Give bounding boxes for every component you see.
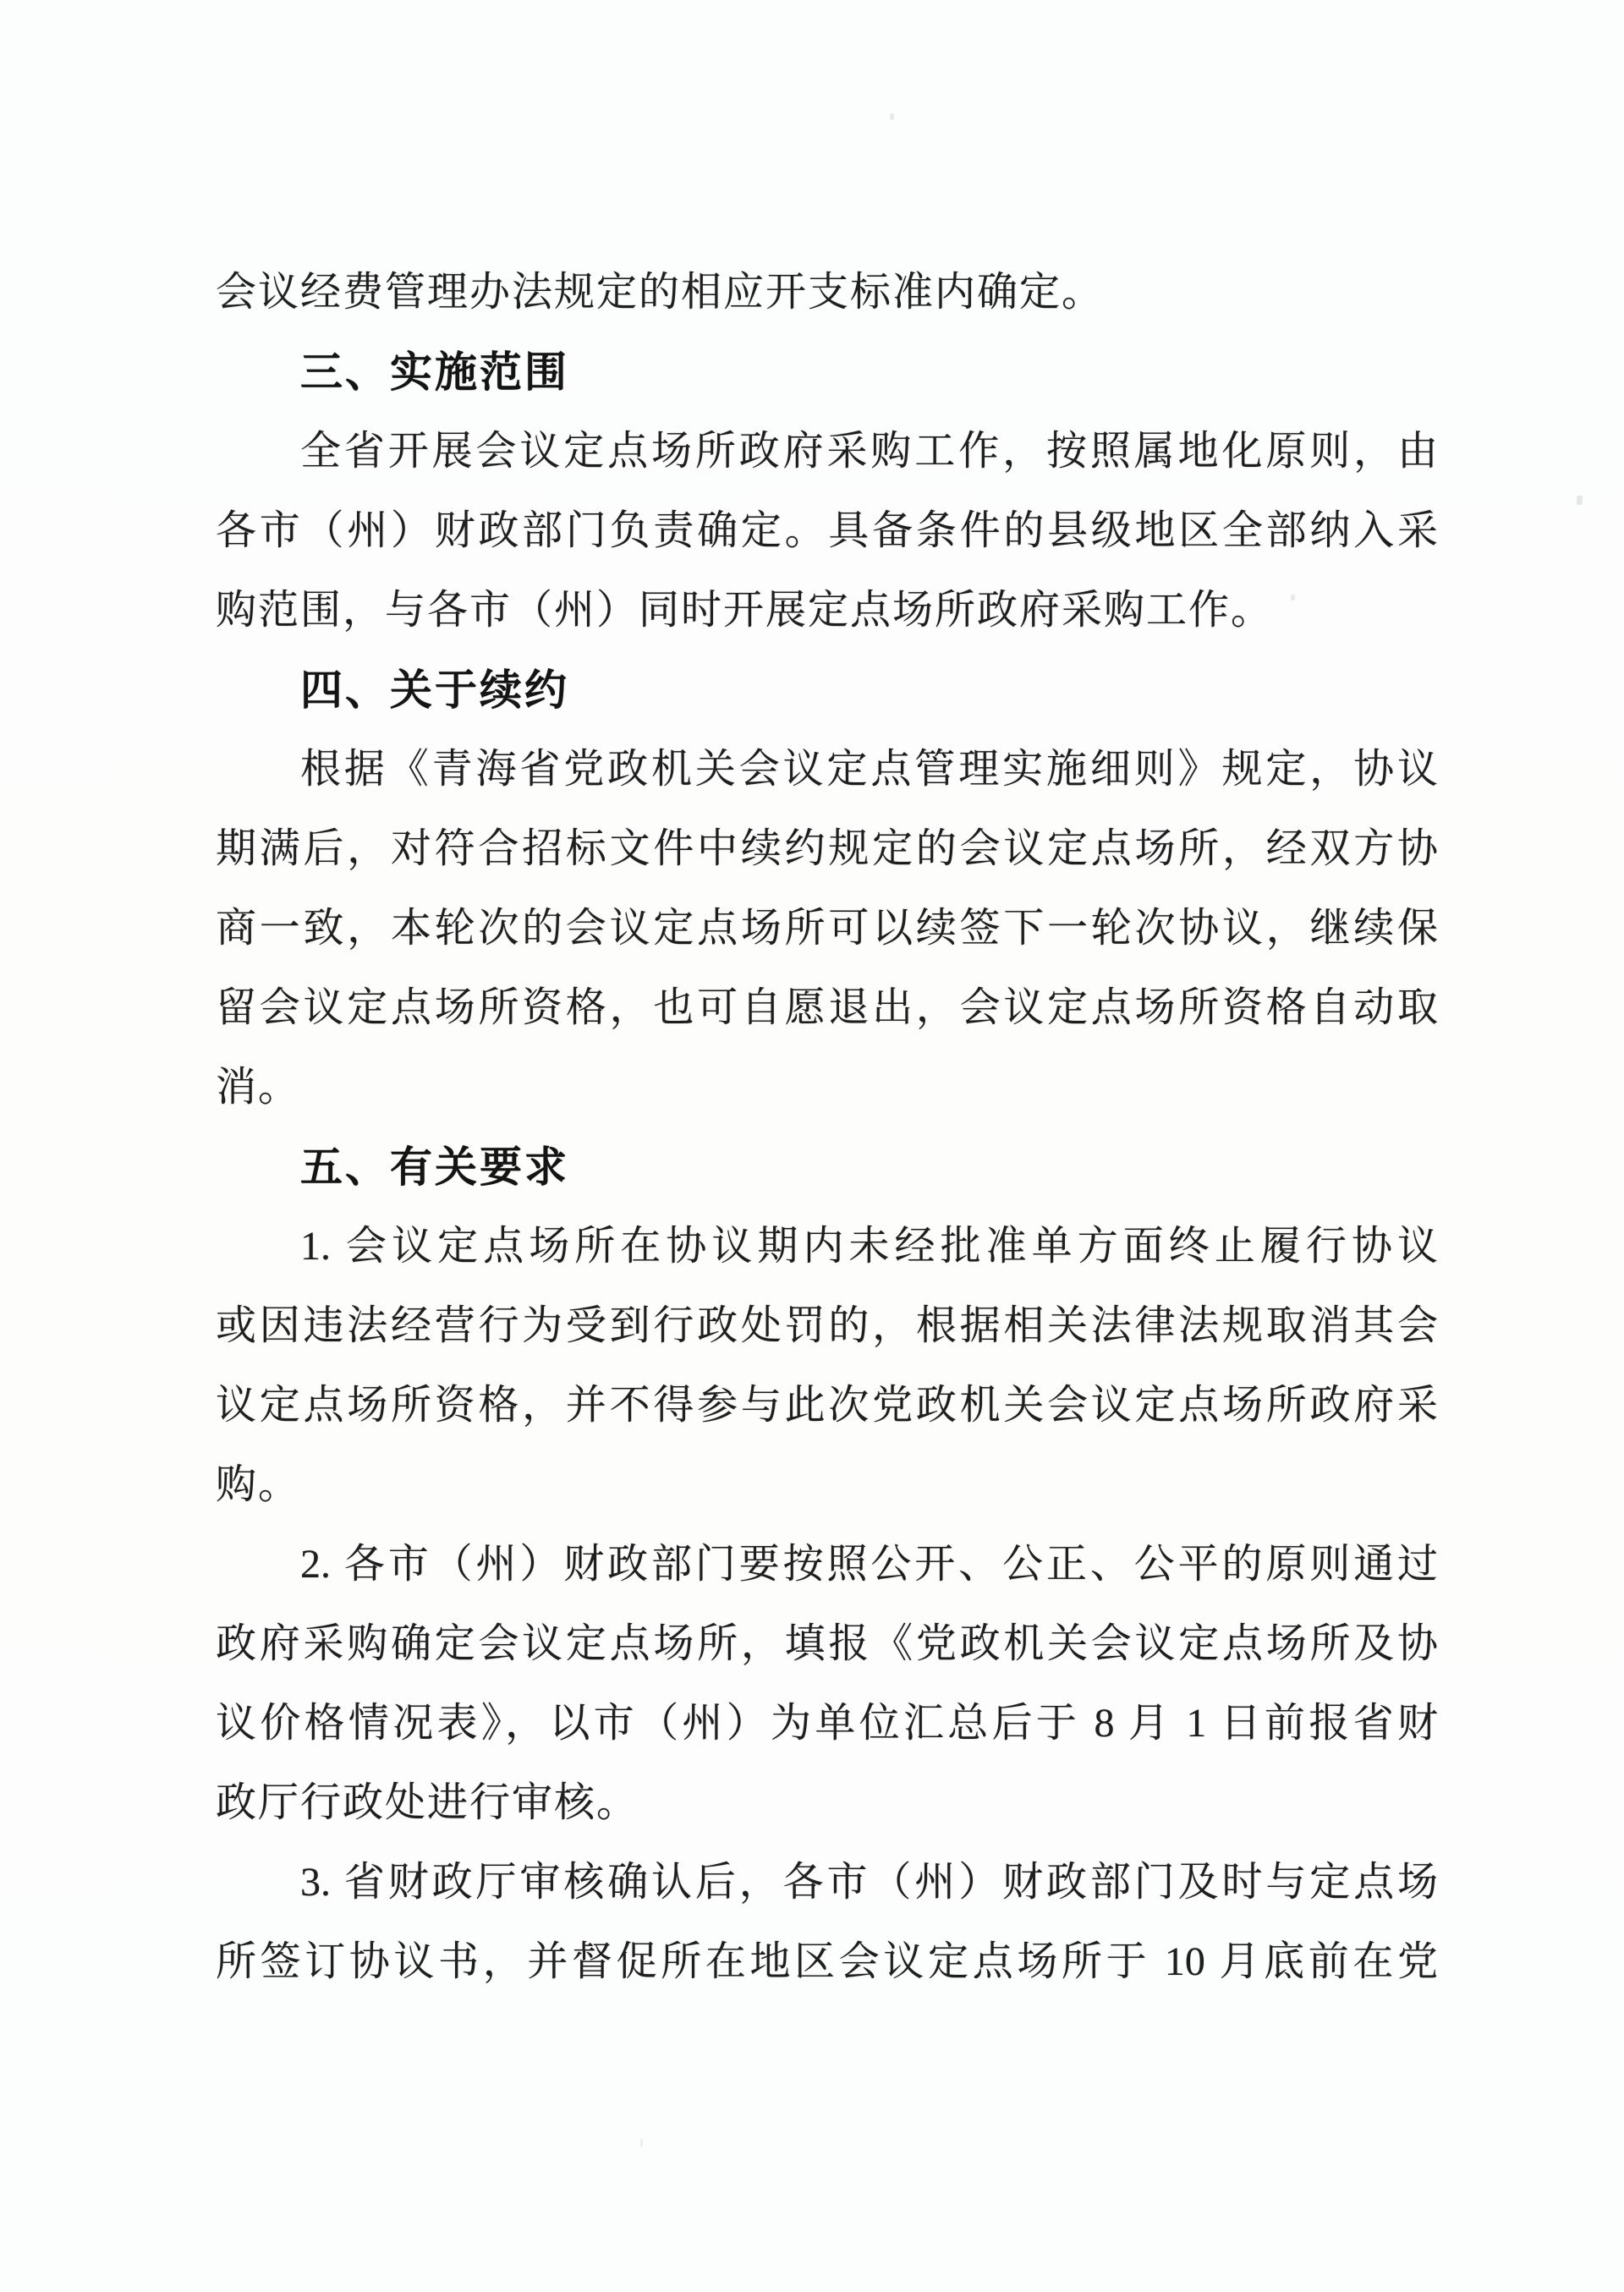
text-line: 根据《青海省党政机关会议定点管理实施细则》规定，协议 bbox=[300, 747, 1438, 792]
document-text-column bbox=[216, 253, 1438, 2002]
scan-speck bbox=[1577, 496, 1583, 505]
text-line: 政厅行政处进行审核。 bbox=[216, 1780, 639, 1825]
text-line: 或因违法经营行为受到行政处罚的，根据相关法律法规取消其会 bbox=[216, 1303, 1438, 1348]
scan-speck bbox=[1291, 595, 1295, 600]
section-heading: 三、实施范围 bbox=[300, 348, 569, 397]
text-line: 商一致，本轮次的会议定点场所可以续签下一轮次协议，继续保 bbox=[216, 906, 1438, 951]
text-line: 消。 bbox=[216, 1065, 301, 1110]
text-line: 议定点场所资格，并不得参与此次党政机关会议定点场所政府采 bbox=[216, 1383, 1438, 1428]
scan-speck bbox=[640, 2139, 643, 2147]
text-line: 购。 bbox=[216, 1462, 301, 1507]
section-heading: 四、关于续约 bbox=[300, 666, 569, 715]
text-line: 会议经费管理办法规定的相应开支标准内确定。 bbox=[216, 270, 1105, 315]
text-line: 3. 省财政厅审核确认后，各市（州）财政部门及时与定点场 bbox=[300, 1860, 1438, 1905]
text-line: 全省开展会议定点场所政府采购工作，按照属地化原则，由 bbox=[300, 429, 1438, 474]
text-line: 议价格情况表》，以市（州）为单位汇总后于 8 月 1 日前报省财 bbox=[216, 1701, 1438, 1746]
text-line: 1. 会议定点场所在协议期内未经批准单方面终止履行协议 bbox=[300, 1224, 1438, 1269]
section-heading: 五、有关要求 bbox=[300, 1143, 569, 1192]
scan-speck bbox=[890, 113, 894, 120]
text-line: 2. 各市（州）财政部门要按照公开、公正、公平的原则通过 bbox=[300, 1542, 1438, 1587]
text-line: 政府采购确定会议定点场所，填报《党政机关会议定点场所及协 bbox=[216, 1621, 1438, 1666]
text-line: 购范围，与各市（州）同时开展定点场所政府采购工作。 bbox=[216, 588, 1274, 633]
text-line: 期满后，对符合招标文件中续约规定的会议定点场所，经双方协 bbox=[216, 826, 1438, 871]
text-line: 留会议定点场所资格，也可自愿退出，会议定点场所资格自动取 bbox=[216, 985, 1438, 1030]
text-line: 各市（州）财政部门负责确定。具备条件的县级地区全部纳入采 bbox=[216, 508, 1438, 553]
text-line: 所签订协议书，并督促所在地区会议定点场所于 10 月底前在党 bbox=[216, 1939, 1438, 1984]
